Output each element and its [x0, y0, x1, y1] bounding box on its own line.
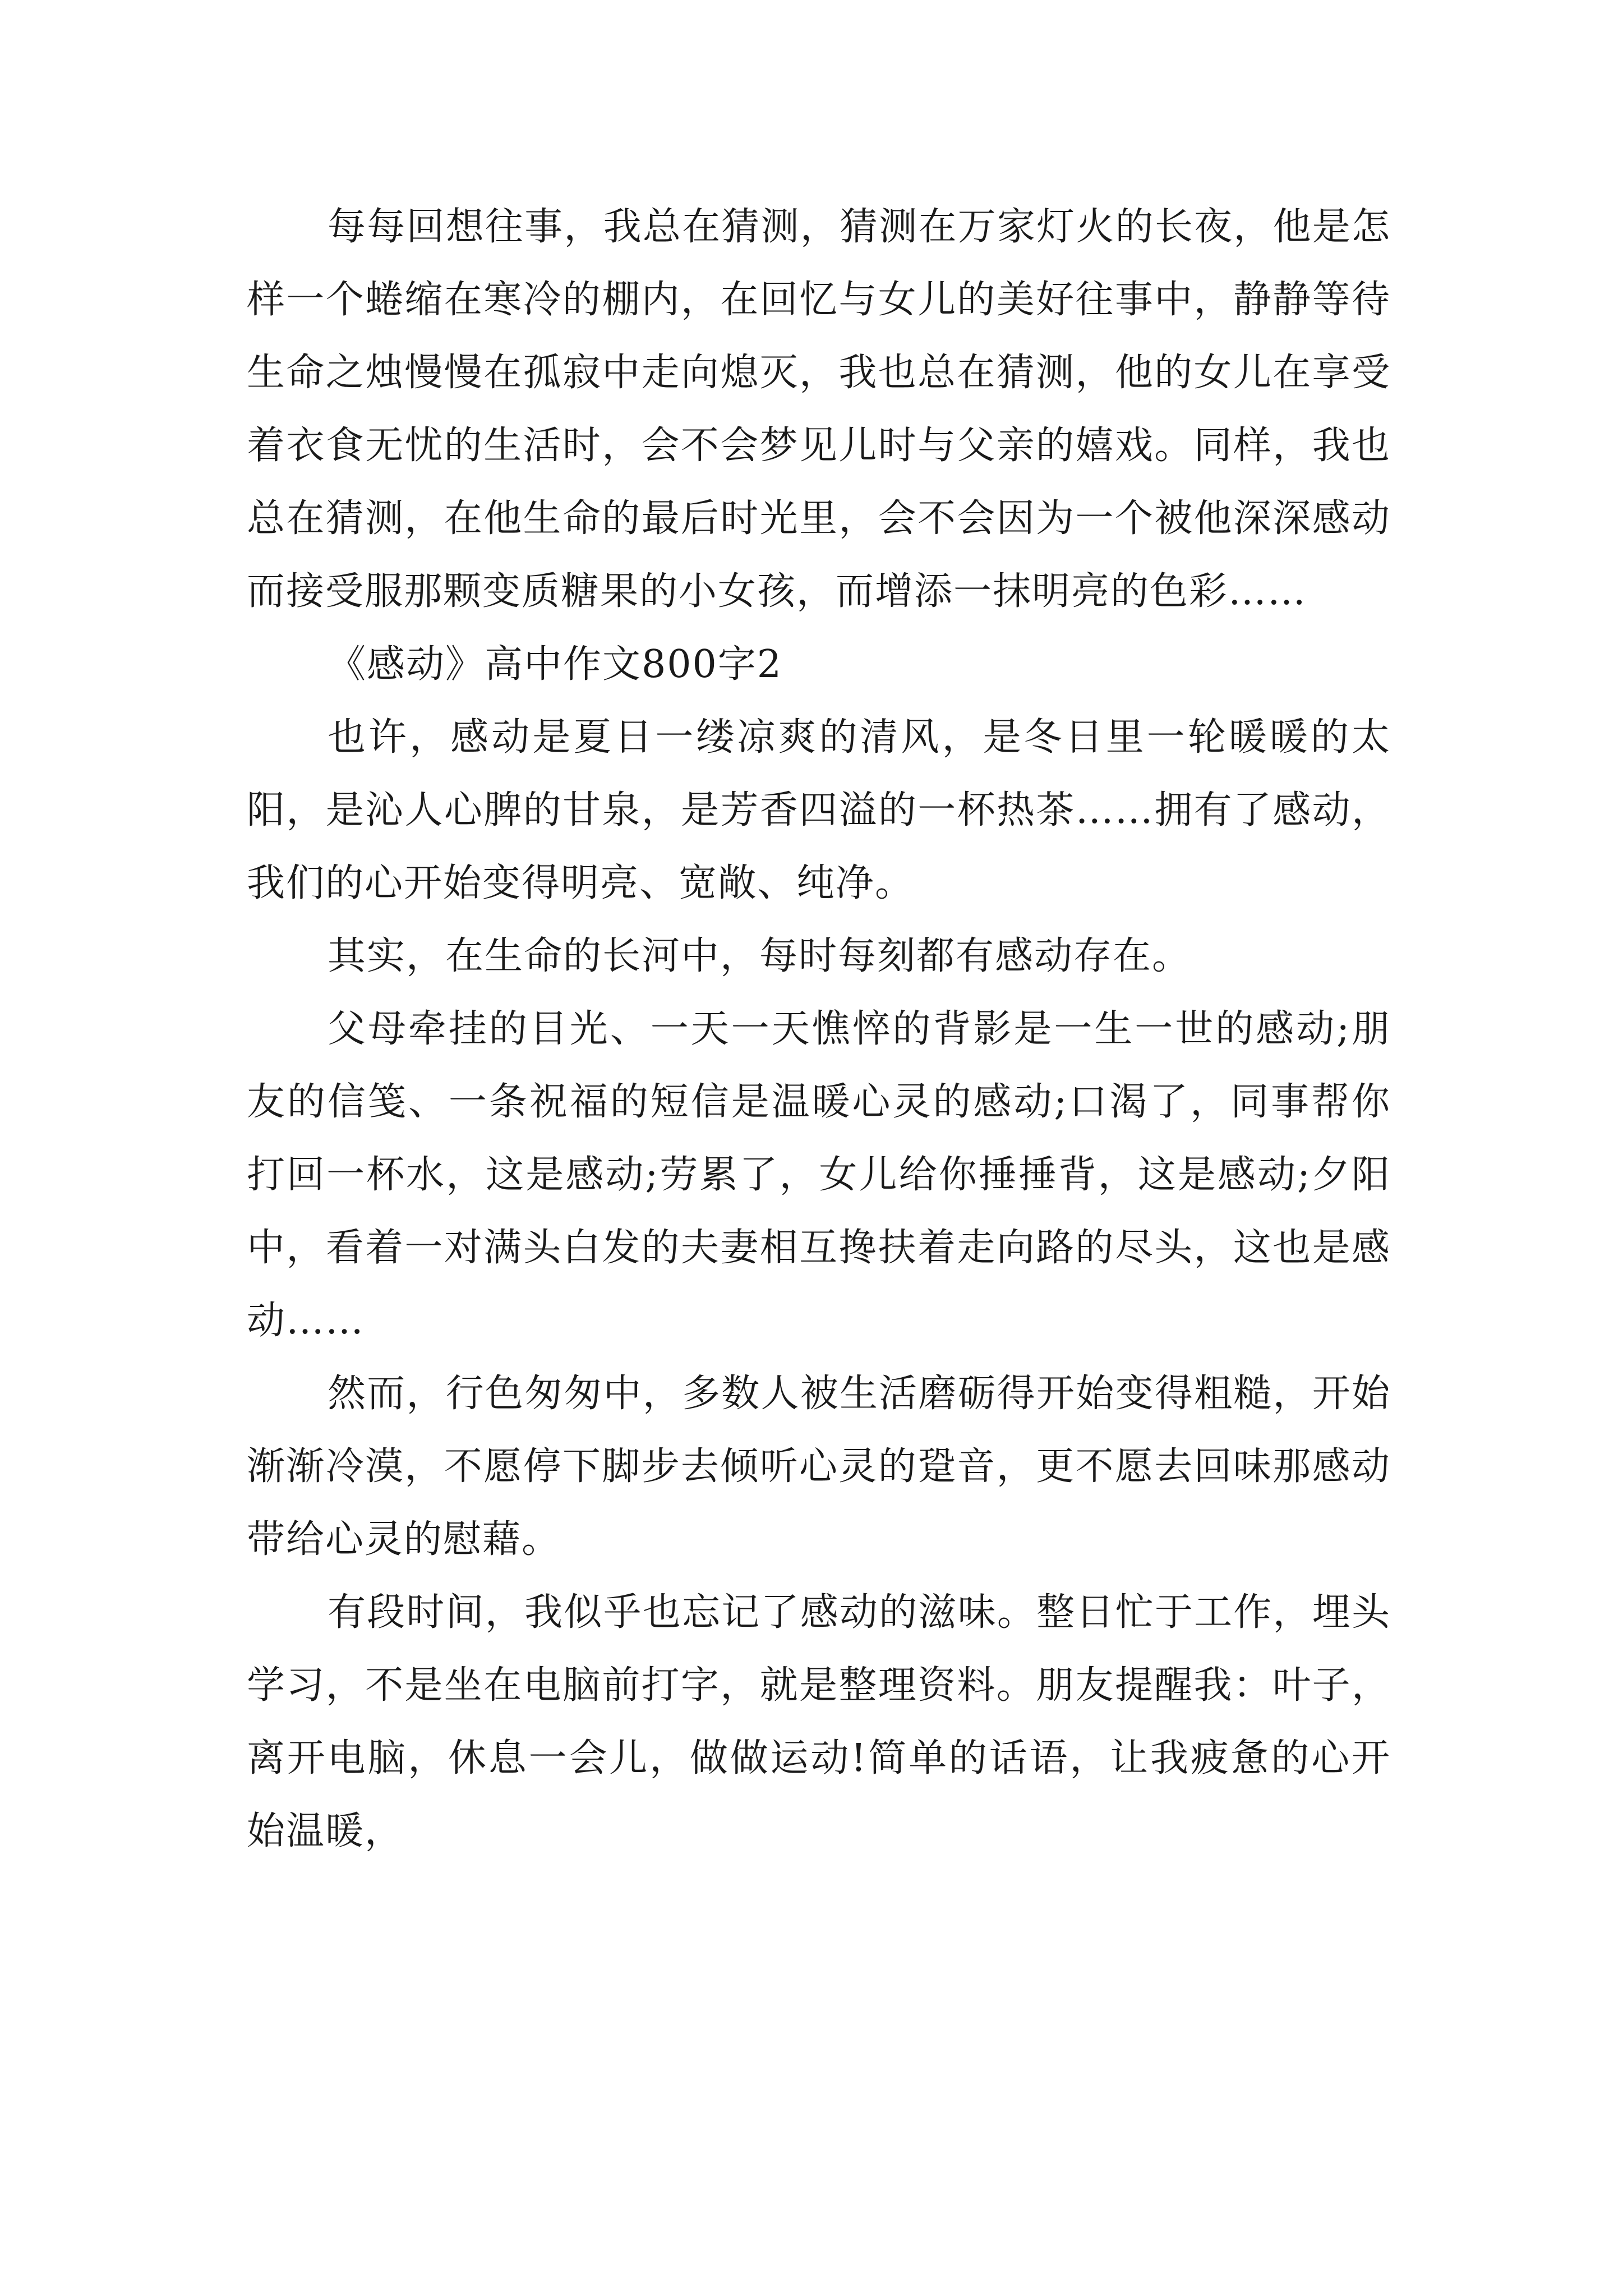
document-body: [247, 191, 1391, 1868]
paragraph-3: 其实，在生命的长河中，每时每刻都有感动存在。: [328, 934, 1192, 978]
paragraph-1: 每每回想往事，我总在猜测，猜测在万家灯火的长夜，他是怎样一个蜷缩在寒冷的棚内，在回忆与女儿的美好往事中，静静等待生命之烛慢慢在孤寂中走向熄灭，我也总在猜测，他的女儿在享受着衣食无忧的生活时，会不会梦见儿时与父亲的嬉戏。同样，我也总在猜测，在他生命的最后时光里，会不会因为一个被他深深感动而接受服那颗变质糖果的小女孩，而增添一抹明亮的色彩……: [247, 205, 1391, 614]
paragraph-6: 有段时间，我似乎也忘记了感动的滋味。整日忙于工作，埋头学习，不是坐在电脑前打字，就是整理资料。朋友提醒我：叶子，离开电脑，休息一会儿，做做运动!简单的话语，让我疲惫的心开始温暖，: [247, 1590, 1391, 1853]
paragraph-5: 然而，行色匆匆中，多数人被生活磨砺得开始变得粗糙，开始渐渐冷漠，不愿停下脚步去倾听心灵的跫音，更不愿去回味那感动带给心灵的慰藉。: [247, 1372, 1391, 1562]
essay-heading: 《感动》高中作文800字2: [328, 642, 783, 687]
paragraph-4: 父母牵挂的目光、一天一天憔悴的背影是一生一世的感动;朋友的信笺、一条祝福的短信是温暖心灵的感动;口渴了，同事帮你打回一杯水，这是感动;劳累了，女儿给你捶捶背，这是感动;夕阳中，看着一对满头白发的夫妻相互搀扶着走向路的尽头，这也是感动……: [247, 1007, 1391, 1343]
paragraph-2: 也许，感动是夏日一缕凉爽的清风，是冬日里一轮暖暖的太阳，是沁人心脾的甘泉，是芳香四溢的一杯热茶……拥有了感动，我们的心开始变得明亮、宽敞、纯净。: [247, 715, 1391, 905]
